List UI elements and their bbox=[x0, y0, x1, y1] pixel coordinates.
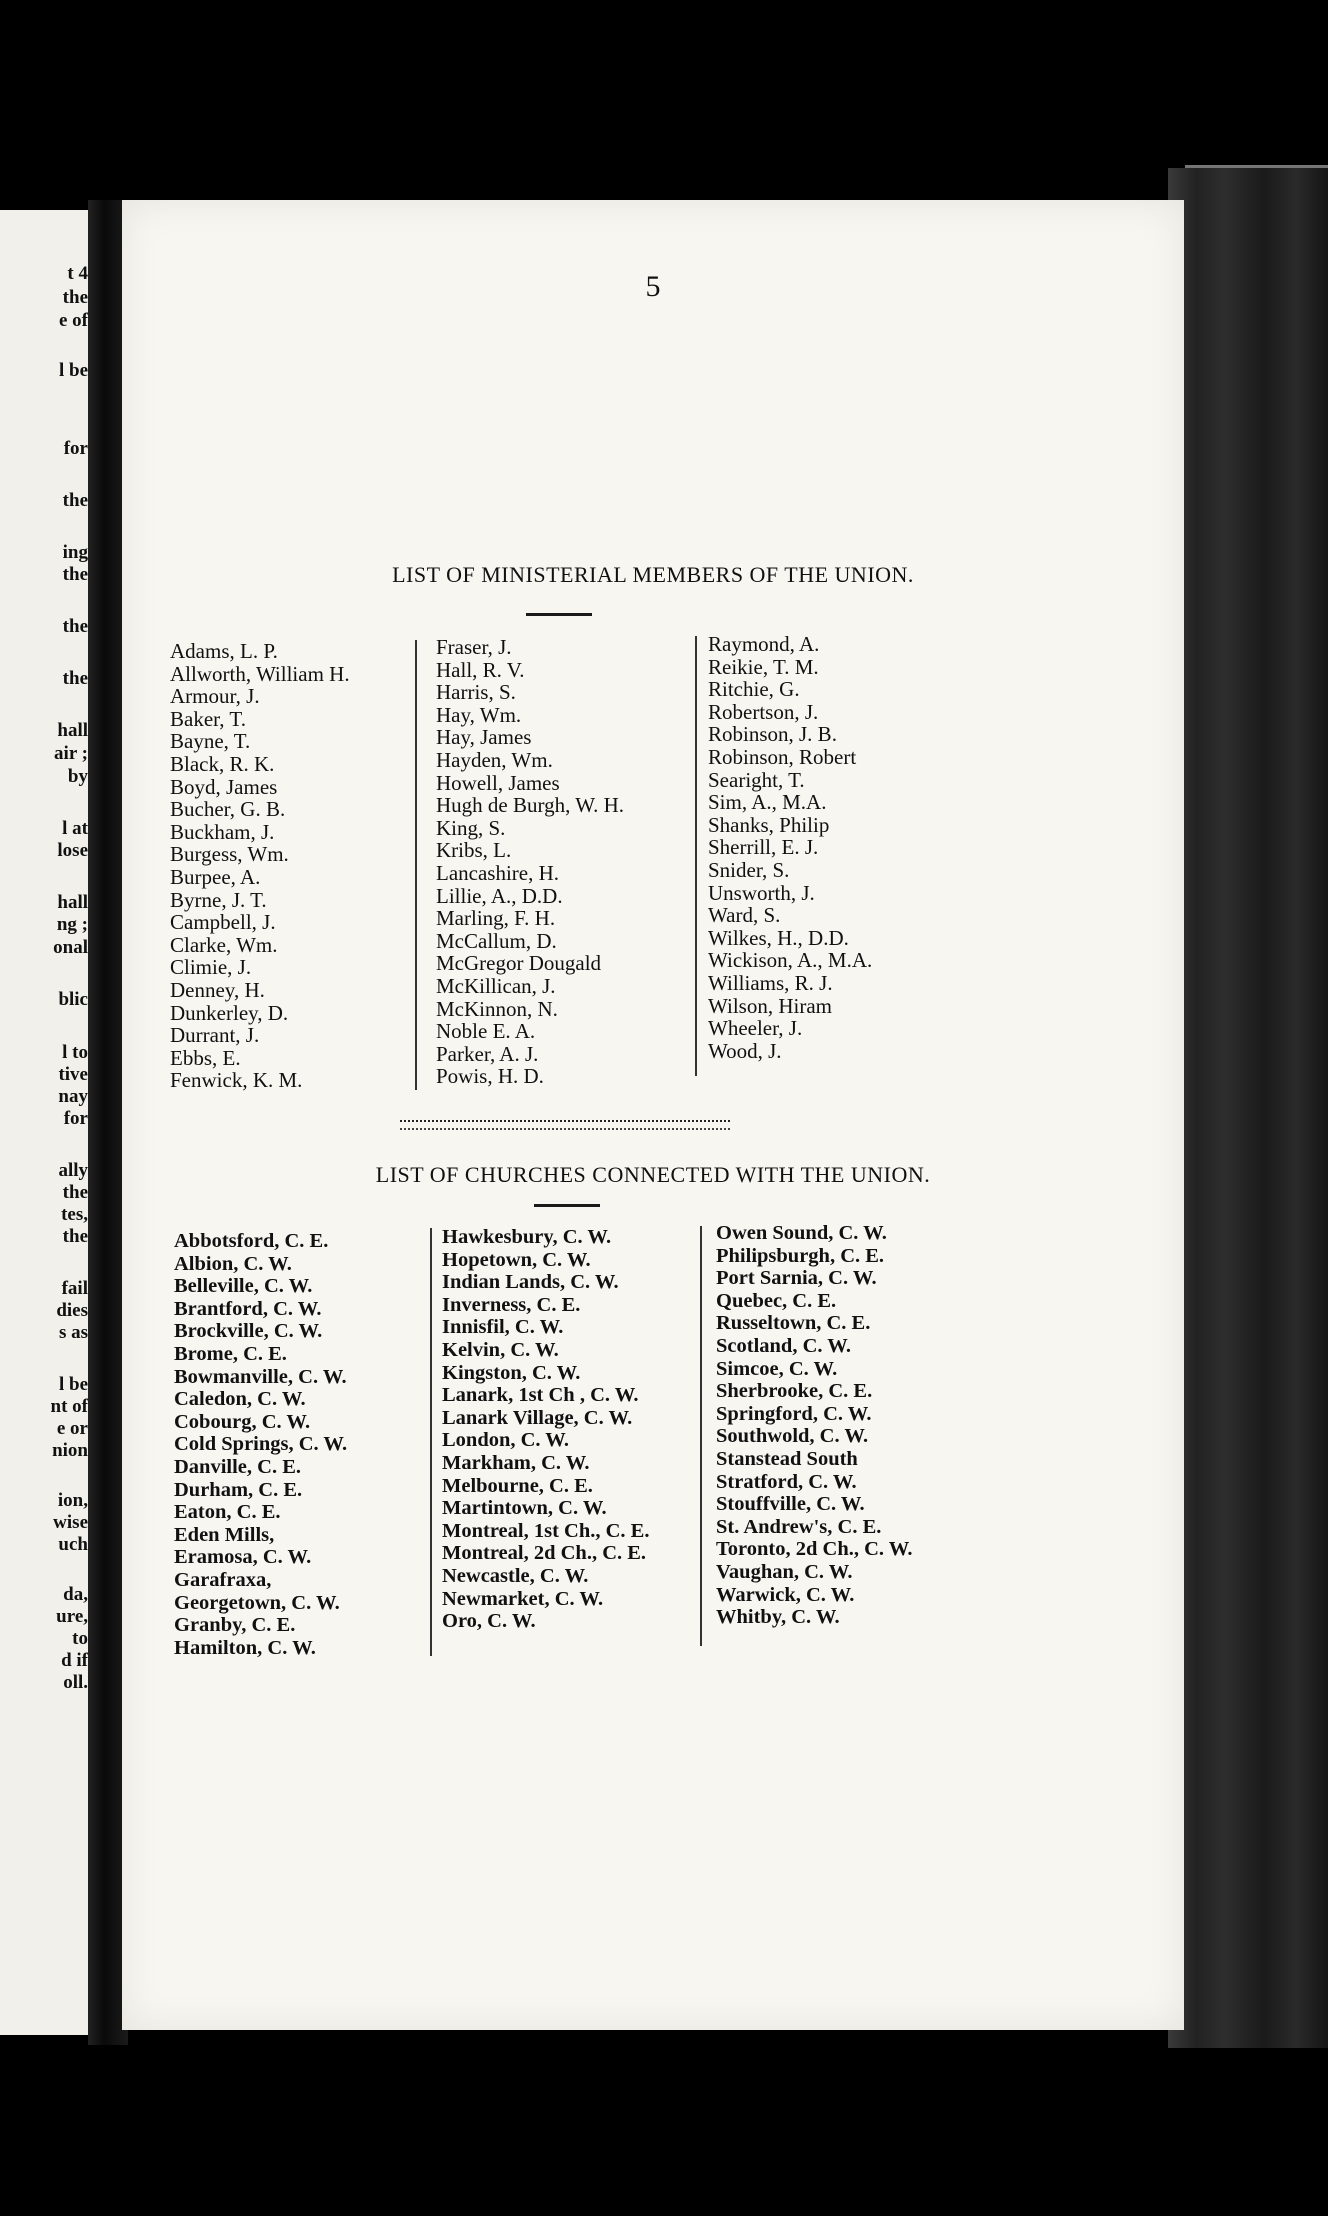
column-divider bbox=[700, 1226, 702, 1646]
list-entry: Shanks, Philip bbox=[708, 812, 830, 837]
list-entry: Hall, R. V. bbox=[436, 657, 525, 682]
list-entry: Burgess, Wm. bbox=[170, 842, 289, 867]
list-entry: Ebbs, E. bbox=[170, 1045, 241, 1070]
list-entry: Searight, T. bbox=[708, 767, 805, 792]
churches-title-rule bbox=[534, 1204, 600, 1207]
list-entry: McCallum, D. bbox=[436, 928, 557, 953]
left-page-fragment: nay bbox=[58, 1086, 88, 1107]
list-entry: Whitby, C. W. bbox=[716, 1606, 840, 1629]
list-entry: Fraser, J. bbox=[436, 635, 512, 659]
list-entry: Scotland, C. W. bbox=[716, 1334, 852, 1357]
left-page-fragment: for bbox=[63, 438, 88, 459]
ministers-title-rule bbox=[526, 613, 592, 616]
book-edge bbox=[1168, 168, 1328, 2048]
left-page-fragment: ing bbox=[62, 542, 88, 563]
list-entry: Georgetown, C. W. bbox=[174, 1591, 340, 1614]
left-page-fragment: tes, bbox=[61, 1204, 88, 1225]
list-entry: Stratford, C. W. bbox=[716, 1470, 857, 1493]
list-entry: King, S. bbox=[436, 815, 506, 840]
left-page-fragment: dies bbox=[56, 1300, 88, 1321]
left-page-fragment: the bbox=[62, 668, 88, 689]
list-entry: Burpee, A. bbox=[170, 864, 261, 889]
list-entry: Markham, C. W. bbox=[442, 1451, 590, 1474]
list-entry: St. Andrew's, C. E. bbox=[716, 1515, 882, 1538]
left-page-fragment: ure, bbox=[56, 1606, 88, 1627]
list-entry: Bowmanville, C. W. bbox=[174, 1365, 347, 1388]
list-entry: Hawkesbury, C. W. bbox=[442, 1226, 612, 1248]
list-entry: Raymond, A. bbox=[708, 632, 820, 656]
left-page-fragment: the bbox=[62, 564, 88, 585]
list-entry: Baker, T. bbox=[170, 706, 246, 731]
list-entry: Quebec, C. E. bbox=[716, 1289, 837, 1312]
list-entry: Cobourg, C. W. bbox=[174, 1410, 311, 1433]
list-entry: Belleville, C. W. bbox=[174, 1275, 313, 1298]
left-page-fragment: onal bbox=[53, 937, 88, 958]
list-entry: Owen Sound, C. W. bbox=[716, 1222, 887, 1244]
list-entry: Bayne, T. bbox=[170, 729, 251, 754]
list-entry: Kelvin, C. W. bbox=[442, 1338, 559, 1361]
left-page-fragment: e or bbox=[56, 1418, 88, 1439]
list-entry: Montreal, 2d Ch., C. E. bbox=[442, 1542, 647, 1565]
list-entry: Melbourne, C. E. bbox=[442, 1474, 593, 1497]
column-divider bbox=[695, 636, 697, 1076]
list-entry: Snider, S. bbox=[708, 857, 790, 882]
list-entry: Southwold, C. W. bbox=[716, 1425, 869, 1448]
left-page-fragment: blic bbox=[58, 989, 88, 1010]
left-page-fragment: fail bbox=[61, 1278, 88, 1299]
list-entry: Marling, F. H. bbox=[436, 906, 556, 931]
list-entry: Toronto, 2d Ch., C. W. bbox=[716, 1538, 913, 1561]
list-entry: Hamilton, C. W. bbox=[174, 1636, 316, 1659]
list-entry: Harris, S. bbox=[436, 680, 516, 705]
list-entry: McGregor Dougald bbox=[436, 951, 602, 976]
left-page-fragment: hall bbox=[57, 720, 88, 741]
list-entry: Albion, C. W. bbox=[174, 1252, 292, 1275]
list-entry: Robinson, Robert bbox=[708, 744, 857, 769]
left-page-fragment: uch bbox=[58, 1534, 88, 1555]
list-entry: Allworth, William H. bbox=[170, 661, 350, 686]
list-entry: Wheeler, J. bbox=[708, 1016, 803, 1041]
ministers-column-2 bbox=[436, 636, 624, 1088]
left-page-fragment: the bbox=[62, 1226, 88, 1247]
list-entry: Sherbrooke, C. E. bbox=[716, 1380, 873, 1403]
list-entry: Cold Springs, C. W. bbox=[174, 1433, 348, 1456]
list-entry: Ritchie, G. bbox=[708, 677, 800, 702]
column-divider bbox=[430, 1228, 432, 1656]
list-entry: Port Sarnia, C. W. bbox=[716, 1267, 877, 1290]
column-divider bbox=[415, 640, 417, 1090]
list-entry: Ward, S. bbox=[708, 903, 781, 928]
churches-column-3 bbox=[716, 1222, 913, 1629]
list-entry: Danville, C. E. bbox=[174, 1455, 301, 1478]
left-page-fragment: oll. bbox=[63, 1672, 88, 1693]
main-page bbox=[122, 200, 1184, 2030]
ministers-title: LIST OF MINISTERIAL MEMBERS OF THE UNION. bbox=[392, 562, 914, 587]
list-entry: Warwick, C. W. bbox=[716, 1583, 855, 1606]
churches-column-2 bbox=[442, 1226, 649, 1633]
left-page-fragment: air ; bbox=[54, 743, 88, 764]
ministers-column-3 bbox=[708, 633, 872, 1062]
list-entry: Lanark Village, C. W. bbox=[442, 1406, 633, 1429]
list-entry: Innisfil, C. W. bbox=[442, 1316, 564, 1339]
left-page-fragment: nt of bbox=[50, 1396, 88, 1417]
list-entry: Durham, C. E. bbox=[174, 1478, 303, 1501]
left-page-fragment: da, bbox=[63, 1584, 88, 1605]
list-entry: Abbotsford, C. E. bbox=[174, 1230, 329, 1252]
list-entry: Climie, J. bbox=[170, 955, 252, 980]
left-page-fragment: d if bbox=[61, 1650, 88, 1671]
list-entry: Black, R. K. bbox=[170, 751, 275, 776]
left-page-fragment: hall bbox=[57, 892, 88, 913]
list-entry: Wood, J. bbox=[708, 1038, 782, 1063]
list-entry: Unsworth, J. bbox=[708, 880, 815, 905]
left-page-fragment: ion, bbox=[57, 1490, 88, 1511]
list-entry: Springford, C. W. bbox=[716, 1402, 872, 1425]
list-entry: Boyd, James bbox=[170, 774, 278, 799]
list-entry: Wilson, Hiram bbox=[708, 993, 832, 1018]
left-page-fragment: l at bbox=[62, 818, 88, 839]
left-page-fragment: the bbox=[62, 287, 88, 308]
list-entry: Hay, James bbox=[436, 725, 532, 750]
left-page-fragment: the bbox=[62, 490, 88, 511]
list-entry: Newmarket, C. W. bbox=[442, 1587, 604, 1610]
list-entry: Vaughan, C. W. bbox=[716, 1560, 853, 1583]
list-entry: Simcoe, C. W. bbox=[716, 1357, 838, 1380]
list-entry: Hay, Wm. bbox=[436, 702, 522, 727]
list-entry: Dunkerley, D. bbox=[170, 1000, 289, 1025]
left-page-fragment: wise bbox=[53, 1512, 88, 1533]
list-entry: Sherrill, E. J. bbox=[708, 835, 819, 860]
left-page-fragment: s as bbox=[58, 1322, 88, 1343]
list-entry: Kribs, L. bbox=[436, 838, 512, 863]
list-entry: Granby, C. E. bbox=[174, 1614, 296, 1637]
list-entry: Hayden, Wm. bbox=[436, 747, 553, 772]
list-entry: Stouffville, C. W. bbox=[716, 1493, 865, 1516]
list-entry: Indian Lands, C. W. bbox=[442, 1271, 619, 1294]
left-page-fragment: for bbox=[63, 1108, 88, 1129]
list-entry: Durrant, J. bbox=[170, 1023, 260, 1048]
list-entry: Denney, H. bbox=[170, 977, 265, 1002]
list-entry: Stanstead South bbox=[716, 1447, 858, 1470]
list-entry: Martintown, C. W. bbox=[442, 1497, 607, 1520]
list-entry: Adams, L. P. bbox=[170, 639, 278, 663]
list-entry: Caledon, C. W. bbox=[174, 1388, 306, 1411]
list-entry: Eramosa, C. W. bbox=[174, 1546, 312, 1569]
list-entry: Williams, R. J. bbox=[708, 970, 833, 995]
list-entry: Reikie, T. M. bbox=[708, 654, 819, 679]
list-entry: Powis, H. D. bbox=[436, 1064, 544, 1089]
churches-column-1 bbox=[174, 1230, 347, 1659]
left-page-fragment: the bbox=[62, 616, 88, 637]
list-entry: Inverness, C. E. bbox=[442, 1293, 581, 1316]
list-entry: Philipsburgh, C. E. bbox=[716, 1244, 885, 1267]
list-entry: McKinnon, N. bbox=[436, 996, 558, 1021]
list-entry: Campbell, J. bbox=[170, 910, 276, 935]
list-entry: Lanark, 1st Ch , C. W. bbox=[442, 1384, 639, 1407]
left-page-fragment: nion bbox=[52, 1440, 88, 1461]
list-entry: Byrne, J. T. bbox=[170, 887, 267, 912]
section-separator bbox=[400, 1120, 730, 1130]
list-entry: Brockville, C. W. bbox=[174, 1320, 323, 1343]
list-entry: Newcastle, C. W. bbox=[442, 1564, 589, 1587]
list-entry: Hugh de Burgh, W. H. bbox=[436, 793, 625, 818]
list-entry: Garafraxa, bbox=[174, 1568, 272, 1591]
list-entry: London, C. W. bbox=[442, 1429, 570, 1452]
left-page-fragment: the bbox=[62, 1182, 88, 1203]
list-entry: Lillie, A., D.D. bbox=[436, 883, 563, 908]
page-number: 5 bbox=[645, 270, 661, 303]
list-entry: Robertson, J. bbox=[708, 699, 819, 724]
list-entry: Clarke, Wm. bbox=[170, 932, 278, 957]
left-page-fragment: lose bbox=[57, 840, 88, 861]
left-page-fragment: e of bbox=[58, 310, 88, 331]
list-entry: Fenwick, K. M. bbox=[170, 1068, 303, 1093]
list-entry: Brantford, C. W. bbox=[174, 1297, 322, 1320]
list-entry: Robinson, J. B. bbox=[708, 722, 837, 747]
left-page-fragment: tive bbox=[58, 1064, 88, 1085]
list-entry: Parker, A. J. bbox=[436, 1041, 539, 1066]
list-entry: Eden Mills, bbox=[174, 1523, 275, 1546]
list-entry: Montreal, 1st Ch., C. E. bbox=[442, 1519, 650, 1542]
list-entry: Wilkes, H., D.D. bbox=[708, 925, 849, 950]
list-entry: Howell, James bbox=[436, 770, 560, 795]
list-entry: Noble E. A. bbox=[436, 1019, 536, 1044]
left-page-fragment: ally bbox=[58, 1160, 88, 1181]
list-entry: Armour, J. bbox=[170, 684, 260, 709]
list-entry: Bucher, G. B. bbox=[170, 797, 286, 822]
list-entry: Oro, C. W. bbox=[442, 1610, 536, 1633]
list-entry: Brome, C. E. bbox=[174, 1342, 287, 1365]
left-facing-page bbox=[0, 210, 92, 2035]
left-page-fragment: to bbox=[72, 1628, 88, 1649]
list-entry: Buckham, J. bbox=[170, 819, 275, 844]
churches-title: LIST OF CHURCHES CONNECTED WITH THE UNION. bbox=[375, 1162, 931, 1187]
list-entry: Kingston, C. W. bbox=[442, 1361, 581, 1384]
ministers-column-1 bbox=[170, 640, 350, 1092]
list-entry: Hopetown, C. W. bbox=[442, 1248, 591, 1271]
list-entry: McKillican, J. bbox=[436, 973, 556, 998]
left-page-fragment: ng ; bbox=[56, 914, 88, 935]
left-page-fragment: t 4 bbox=[67, 263, 88, 284]
list-entry: Russeltown, C. E. bbox=[716, 1312, 871, 1335]
list-entry: Eaton, C. E. bbox=[174, 1501, 281, 1524]
left-page-fragment: l to bbox=[62, 1042, 88, 1063]
list-entry: Lancashire, H. bbox=[436, 860, 560, 885]
left-page-fragment: l be bbox=[58, 360, 88, 381]
left-page-fragment: by bbox=[67, 766, 88, 787]
left-page-fragment: l be bbox=[58, 1374, 88, 1395]
list-entry: Wickison, A., M.A. bbox=[708, 948, 873, 973]
list-entry: Sim, A., M.A. bbox=[708, 790, 827, 815]
